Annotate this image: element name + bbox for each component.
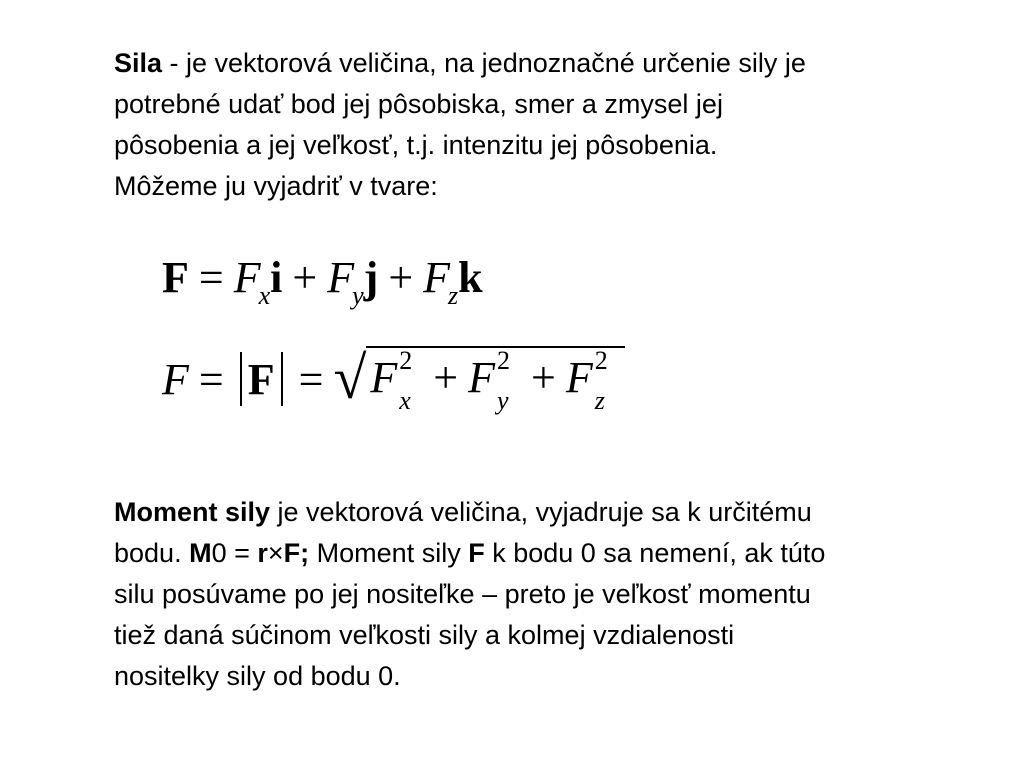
- term-Fz: F: [565, 353, 593, 402]
- subscript-x: x: [399, 386, 411, 415]
- text-line: [114, 533, 1019, 574]
- term-moment-sily: Moment sily: [114, 497, 271, 527]
- text-line: Môžeme ju vyjadriť v tvare:: [114, 171, 438, 201]
- exponent: 2: [399, 346, 413, 375]
- subscript-y: y: [352, 281, 364, 310]
- term-sila: Sila: [114, 48, 163, 78]
- subscript-z: z: [448, 281, 459, 310]
- text-span: bodu.: [114, 538, 190, 568]
- unit-vector-j: j: [363, 253, 379, 302]
- vector-F: F: [162, 253, 189, 302]
- exponent: 2: [496, 346, 510, 375]
- text-span: k bodu 0 sa nemení, ak túto: [484, 538, 826, 568]
- symbol-F: F: [468, 538, 485, 568]
- text-line: [114, 43, 994, 84]
- abs-bar-left: [240, 352, 242, 406]
- text-span: je vektorová veličina, vyjadruje sa k určitému: [270, 497, 812, 527]
- component-Fy: F: [327, 253, 355, 302]
- text-span: 0 =: [211, 538, 258, 568]
- definition-force-paragraph: [114, 43, 994, 207]
- force-magnitude-formula: [162, 345, 625, 415]
- supsub-z: [594, 346, 619, 415]
- symbol-M: M: [189, 538, 212, 568]
- equals-sign: =: [198, 355, 224, 404]
- supsub-x: [399, 346, 423, 415]
- component-Fz: F: [423, 253, 451, 302]
- text-line: tiež daná súčinom veľkosti sily a kolmej vzdialenosti: [114, 620, 735, 650]
- subscript-x: x: [258, 281, 271, 310]
- cross-product-sign: ×: [267, 538, 284, 568]
- plus-sign: +: [388, 253, 414, 302]
- supsub-y: [496, 346, 521, 415]
- plus-sign: +: [433, 353, 459, 402]
- component-Fx: F: [233, 253, 261, 302]
- term-Fy: F: [468, 353, 495, 402]
- radicand: [366, 346, 624, 415]
- radical-sign: √: [333, 345, 367, 411]
- text-line: silu posúvame po jej nositeľke – preto je veľkosť momentu: [114, 579, 811, 609]
- definition-moment-paragraph: [114, 492, 1019, 697]
- magnitude-F: F: [162, 355, 189, 404]
- text-line: pôsobenia a jej veľkosť, t.j. intenzitu jej pôsobenia.: [114, 130, 718, 160]
- text-span: Moment sily: [309, 538, 469, 568]
- term-Fx: F: [370, 353, 398, 402]
- unit-vector-k: k: [458, 253, 483, 302]
- square-root: [333, 345, 624, 415]
- plus-sign: +: [530, 353, 556, 402]
- equals-sign: =: [298, 355, 324, 404]
- symbol-F: F;: [283, 538, 310, 568]
- plus-sign: +: [292, 253, 318, 302]
- abs-bar-right: [281, 352, 283, 406]
- text-span: - je vektorová veličina, na jednoznačné určenie sily je: [162, 48, 806, 78]
- text-line: potrebné udať bod jej pôsobiska, smer a zmysel jej: [114, 89, 723, 119]
- subscript-z: z: [594, 386, 605, 415]
- text-line: [114, 492, 1019, 533]
- text-line: nositelky sily od bodu 0.: [114, 661, 401, 691]
- subscript-y: y: [496, 386, 509, 415]
- force-vector-formula: [162, 252, 483, 310]
- vector-F: F: [247, 355, 275, 404]
- symbol-r: r: [257, 538, 268, 568]
- exponent: 2: [594, 346, 608, 375]
- unit-vector-i: i: [270, 253, 283, 302]
- equals-sign: =: [198, 253, 224, 302]
